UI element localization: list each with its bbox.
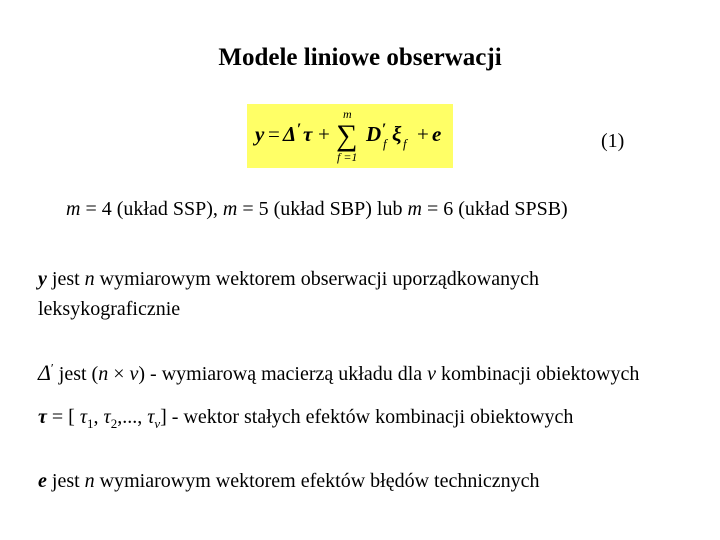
variant-m-1: m [66, 198, 81, 220]
eq-sum-upper: m [343, 107, 352, 121]
eq-e: e [432, 122, 442, 146]
def-tau-v-sub: v [154, 416, 161, 431]
def-y-symbol: y [38, 268, 47, 290]
def-tau-1: τ [79, 406, 88, 428]
eq-D: D [366, 122, 382, 146]
def-delta-text-1: jest ( [53, 363, 99, 385]
variant-m-3: m [407, 198, 422, 220]
def-tau-symbol: τ [38, 406, 47, 428]
variant-text-2: = 5 (układ SBP) lub [237, 198, 408, 220]
equation-formula [247, 104, 453, 168]
def-tau-2: τ [103, 406, 111, 428]
def-y-text-1: jest [46, 268, 85, 290]
def-delta-prime: ′ [50, 360, 54, 376]
eq-D-prime: ′ [382, 121, 387, 138]
def-delta-symbol: Δ [38, 360, 51, 385]
def-tau-text-2: ] - wektor stałych efektów kombinacji obiektowych [160, 406, 574, 428]
def-y-text-2: wymiarowym wektorem obserwacji uporządkowanych [94, 268, 539, 290]
def-tau-comma-1: , [93, 406, 104, 428]
def-delta-text-2: ) - wymiarową macierzą układu dla [138, 363, 428, 385]
def-tau-v: τ [147, 406, 155, 428]
def-tau-comma-2: ,..., [117, 406, 148, 428]
def-e-symbol: e [38, 470, 47, 492]
eq-plus-2: + [417, 122, 429, 146]
def-delta-v-2: v [427, 363, 437, 385]
def-y-n: n [84, 268, 95, 290]
def-delta-times: × [108, 363, 130, 385]
def-delta-n: n [98, 363, 109, 385]
eq-plus-1: + [318, 122, 330, 146]
variant-text-1: = 4 (układ SSP), [80, 198, 223, 220]
def-e-text-2: wymiarowym wektorem efektów błędów technicznych [94, 470, 540, 492]
def-y-line-2: leksykograficznie [38, 298, 181, 320]
def-delta-text-3: kombinacji obiektowych [436, 363, 640, 385]
variants-line [66, 198, 568, 221]
def-e-line [38, 470, 540, 493]
def-y-line-1 [38, 268, 539, 291]
def-e-n: n [84, 470, 95, 492]
def-tau-text-1: = [ [46, 406, 80, 428]
eq-xi-sub: f [403, 136, 407, 151]
def-delta-v: v [129, 363, 139, 385]
def-tau-line [38, 406, 573, 432]
eq-xi: ξ [392, 122, 402, 146]
eq-delta: Δ [283, 122, 297, 146]
eq-tau: τ [303, 122, 313, 146]
variant-text-3: = 6 (układ SPSB) [421, 198, 568, 220]
eq-equals: = [268, 122, 280, 146]
def-delta-line [38, 360, 639, 386]
eq-delta-prime: ′ [297, 121, 302, 138]
variant-m-2: m [222, 198, 238, 220]
eq-sum-lower: f =1 [337, 150, 358, 164]
def-tau-1-sub: 1 [87, 416, 94, 431]
def-e-text-1: jest [46, 470, 85, 492]
equation-number: (1) [601, 130, 625, 152]
eq-y: y [255, 122, 265, 146]
eq-D-sub: f [383, 136, 387, 151]
def-tau-2-sub: 2 [110, 416, 118, 431]
page-title: Modele liniowe obserwacji [218, 44, 502, 71]
eq-sigma: ∑ [336, 119, 358, 152]
